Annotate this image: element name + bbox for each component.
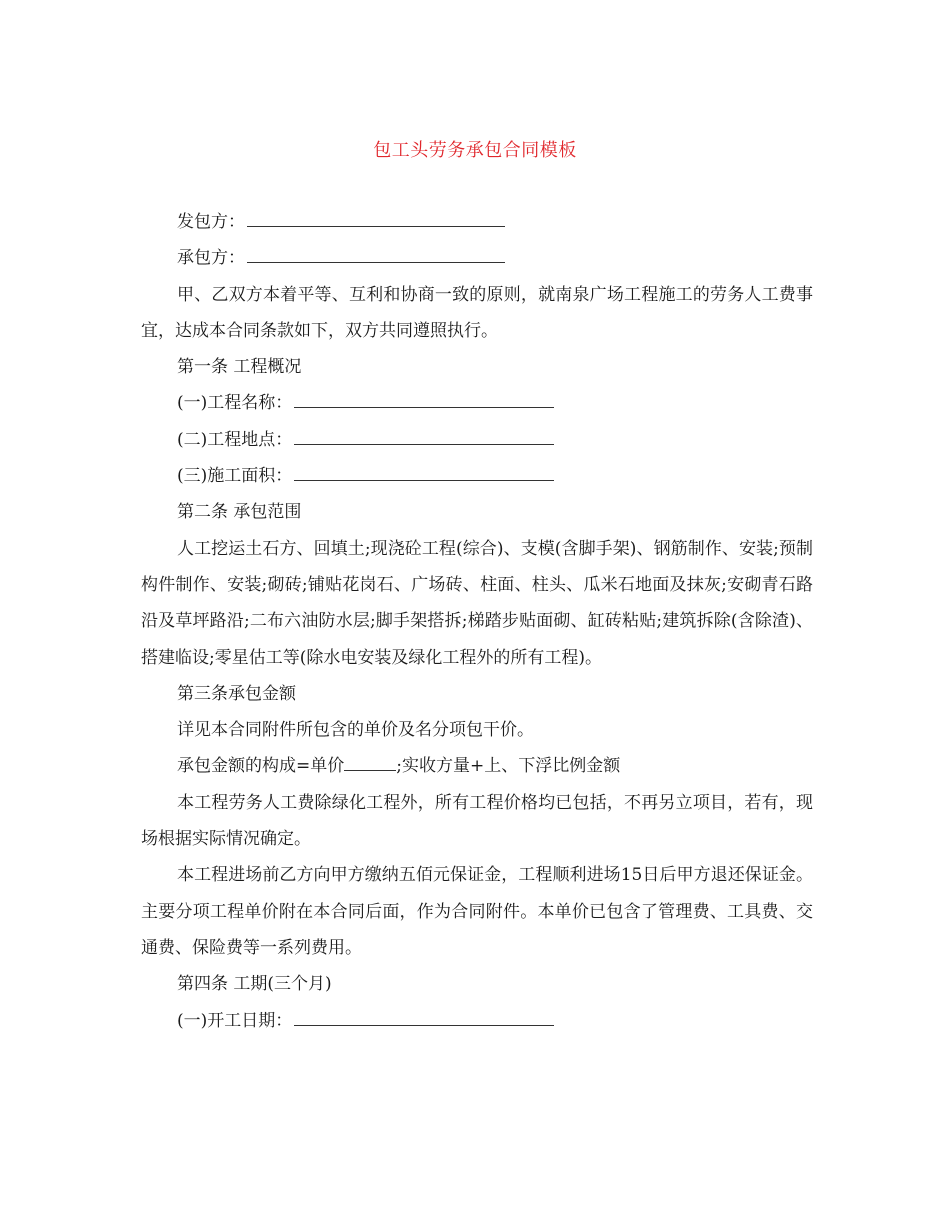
construction-area-blank	[294, 460, 554, 481]
article-1-title: 第一条 工程概况	[177, 357, 302, 378]
unit-price-blank	[344, 750, 396, 771]
article-3-paragraph-2	[141, 748, 813, 784]
party-a-line	[141, 204, 813, 240]
article-1-item-1	[141, 385, 813, 421]
article-1-item-2	[141, 422, 813, 458]
document-body	[141, 204, 813, 1039]
amount-formula-start: 承包金额的构成=单价	[177, 756, 345, 777]
article-2-body: 人工挖运土石方、回填土;现浇砼工程(综合)、支模(含脚手架)、钢筋制作、安装;预制构件制作、安装;砌砖;铺贴花岗石、广场砖、柱面、柱头、瓜米石地面及抹灰;安砌青石路沿及草坪路沿;二布六油防水层;脚手架搭拆;梯踏步贴面砌、缸砖粘贴;建筑拆除(含除渣)、搭建临设;零星估工等(除水电安装及绿化工程外的所有工程)。	[141, 538, 813, 668]
party-b-line	[141, 240, 813, 276]
amount-formula-end: ;实收方量+上、下浮比例金额	[396, 756, 621, 777]
construction-area-label: (三)施工面积：	[177, 466, 293, 487]
start-date-blank	[294, 1005, 554, 1026]
article-3-title: 第三条承包金额	[177, 683, 296, 704]
article-1-item-3	[141, 458, 813, 494]
article-3-paragraph-4: 本工程进场前乙方向甲方缴纳五佰元保证金，工程顺利进场15日后甲方退还保证金。主要分项工程单价附在本合同后面，作为合同附件。本单价已包含了管理费、工具费、交通费、保险费等一系列费用。	[141, 865, 813, 958]
project-location-blank	[294, 424, 554, 445]
article-4-item-1	[141, 1003, 813, 1039]
article-3-paragraph-1: 详见本合同附件所包含的单价及名分项包干价。	[177, 720, 534, 741]
project-location-label: (二)工程地点：	[177, 429, 293, 450]
document-title: 包工头劳务承包合同模板	[373, 140, 577, 161]
party-b-label: 承包方：	[177, 248, 245, 269]
start-date-label: (一)开工日期：	[177, 1010, 293, 1031]
party-b-blank	[247, 242, 505, 263]
project-name-blank	[294, 387, 554, 408]
party-a-blank	[247, 206, 505, 227]
article-4-title: 第四条 工期(三个月)	[177, 974, 332, 995]
article-3-paragraph-3: 本工程劳务人工费除绿化工程外，所有工程价格均已包括，不再另立项目，若有，现场根据实际情况确定。	[141, 792, 813, 850]
intro-paragraph: 甲、乙双方本着平等、互利和协商一致的原则，就南泉广场工程施工的劳务人工费事宜，达成本合同条款如下，双方共同遵照执行。	[141, 284, 813, 341]
project-name-label: (一)工程名称：	[177, 393, 293, 414]
article-2-title: 第二条 承包范围	[177, 502, 302, 523]
party-a-label: 发包方：	[177, 212, 245, 232]
